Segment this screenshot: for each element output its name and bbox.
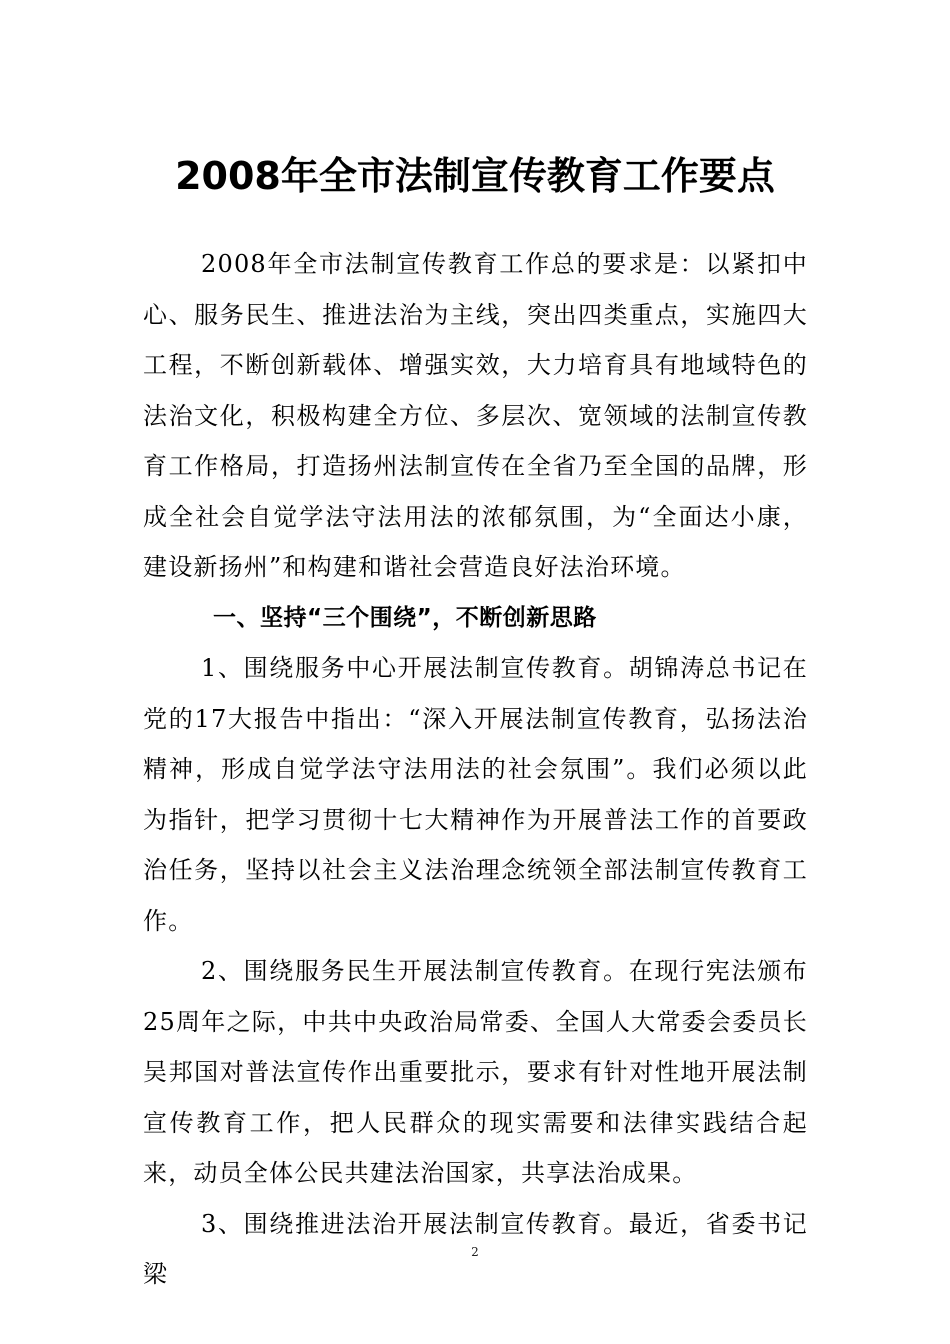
intro-paragraph: 2008年全市法制宣传教育工作总的要求是：以紧扣中心、服务民生、推进法治为主线，突出四类重点，实施四大工程，不断创新载体、增强实效，大力培育具有地域特色的法治文化，积极构建全方位、多层次、宽领域的法制宣传教育工作格局，打造扬州法制宣传在全省乃至全国的品牌，形成全社会自觉学法守法用法的浓郁氛围，为“全面达小康，建设新扬州”和构建和谐社会营造良好法治环境。 (143, 250, 808, 581)
item-3-paragraph: 3、围绕推进法治开展法制宣传教育。最近，省委书记梁 (143, 1209, 808, 1288)
section-heading: 一、坚持“三个围绕”，不断创新思路 (213, 604, 597, 631)
item-1-paragraph: 1、围绕服务中心开展法制宣传教育。胡锦涛总书记在党的17大报告中指出：“深入开展法制宣传教育，弘扬法治精神，形成自觉学法守法用法的社会氛围”。我们必须以此为指针，把学习贯彻十七大精神作为开展普法工作的首要政治任务，坚持以社会主义法治理念统领全部法制宣传教育工作。 (143, 654, 808, 935)
item-2-paragraph: 2、围绕服务民生开展法制宣传教育。在现行宪法颁布25周年之际，中共中央政治局常委、全国人大常委会委员长吴邦国对普法宣传作出重要批示，要求有针对性地开展法制宣传教育工作，把人民群众的现实需要和法律实践结合起来，动员全体公民共建法治国家，共享法治成果。 (143, 957, 808, 1187)
page-number: 2 (471, 1245, 479, 1259)
page-title: 2008年全市法制宣传教育工作要点 (175, 154, 775, 198)
document-body (143, 239, 808, 1300)
